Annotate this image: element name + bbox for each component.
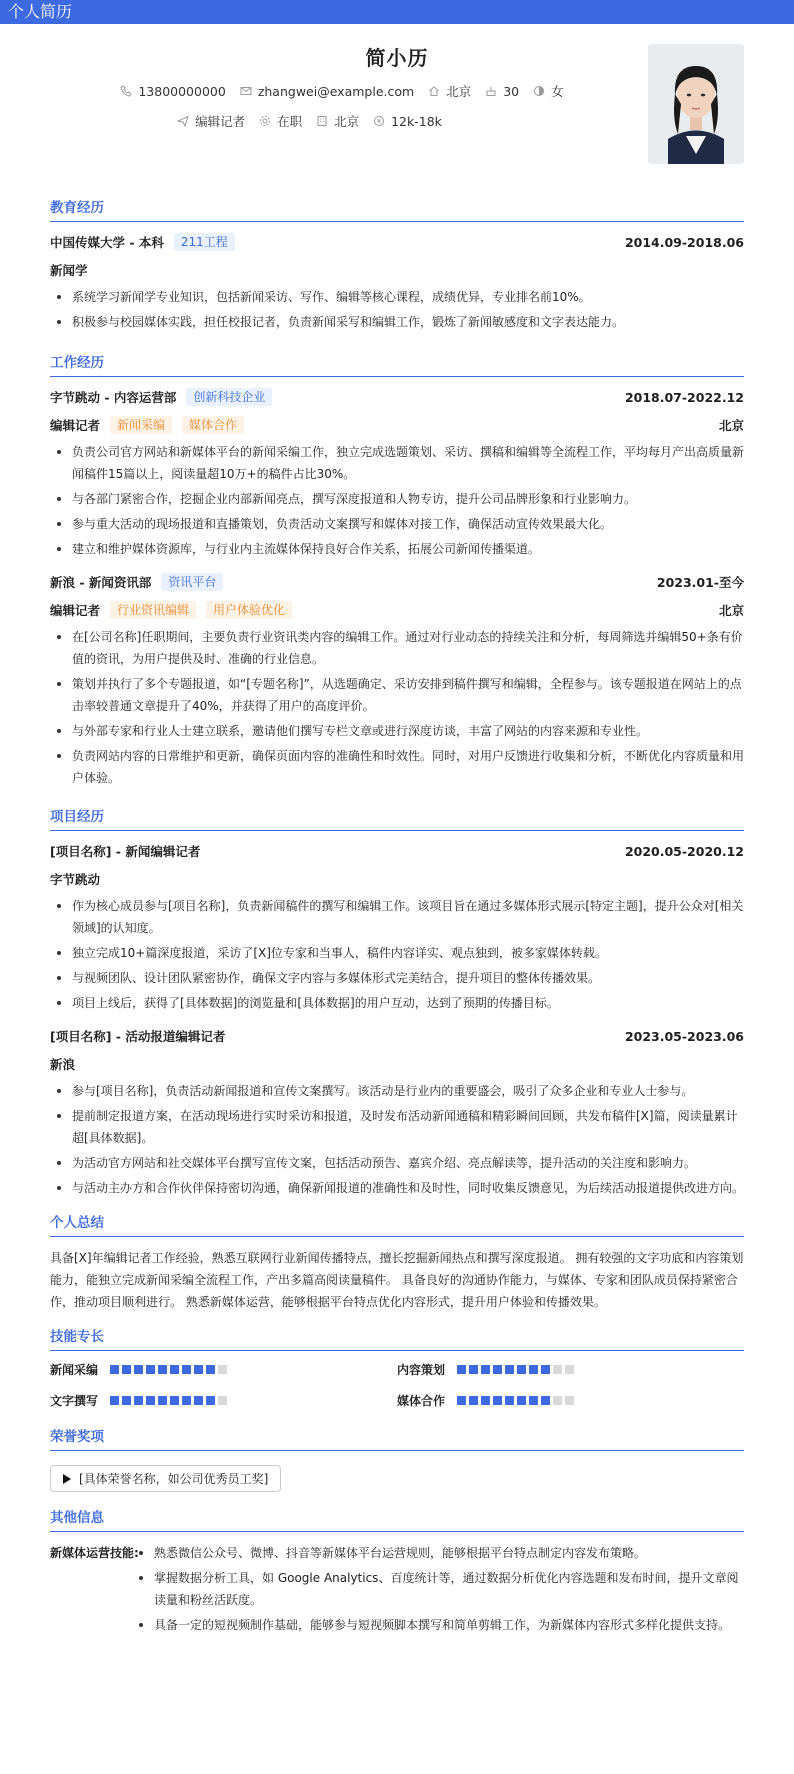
email-text: zhangwei@example.com	[257, 83, 415, 99]
skill-block-filled	[517, 1396, 526, 1405]
skill-block-filled	[457, 1396, 466, 1405]
honor-text: [具体荣誉名称，如公司优秀员工奖]	[79, 1472, 269, 1486]
list-item: 与活动主办方和合作伙伴保持密切沟通，确保新闻报道的准确性和及时性，同时收集反馈意见，为后续活动报道提供改进方向。	[50, 1177, 744, 1199]
skill-block-filled	[493, 1365, 502, 1374]
entry-header	[50, 232, 744, 252]
project-org: 字节跳动	[50, 872, 101, 887]
list-item: 负责网站内容的日常维护和更新，确保页面内容的准确性和时效性。同时，对用户反馈进行收集和分析，不断优化内容质量和用户体验。	[50, 745, 744, 789]
skill-block-filled	[146, 1365, 155, 1374]
list-item: 与视频团队、设计团队紧密协作，确保文字内容与多媒体形式完美结合，提升项目的整体传播效果。	[50, 967, 744, 989]
skill-name: 新闻采编	[50, 1363, 99, 1377]
section-title: 工作经历	[50, 351, 744, 377]
role-tag: 新闻采编	[110, 416, 172, 434]
bullet-list	[50, 1080, 744, 1199]
summary-text: 具备[X]年编辑记者工作经验，熟悉互联网行业新闻传播特点，擅长挖掘新闻热点和撰写深度报道。 拥有较强的文字功底和内容策划能力，能独立完成新闻采编全流程工作，产出多篇高阅读量稿件。 具备良好的沟通协作能力，与媒体、专家和团队成员保持紧密合作，推动项目顺利进行。 熟悉新媒体运营，能够根据平台特点优化内容形式，提升用户体验和传播效果。	[50, 1251, 744, 1309]
skill-block-filled	[158, 1396, 167, 1405]
skill-block-filled	[110, 1365, 119, 1374]
skill-block-filled	[469, 1396, 478, 1405]
position-text: 编辑记者	[195, 114, 246, 129]
education-entry	[50, 232, 744, 333]
send-icon	[177, 115, 189, 127]
list-item: 在[公司名称]任职期间，主要负责行业资讯类内容的编辑工作。通过对行业动态的持续关注和分析，每周筛选并编辑50+条有价值的资讯，为用户提供及时、准确的行业信息。	[50, 626, 744, 670]
bullet-list	[50, 286, 744, 333]
skill-name: 内容策划	[397, 1363, 446, 1377]
company-name: 新浪 - 新闻资讯部	[50, 575, 152, 590]
entry-subheader	[50, 260, 744, 280]
entry-period: 2023.01-至今	[656, 575, 744, 590]
skill-block-filled	[541, 1365, 550, 1374]
skill-block-filled	[481, 1396, 490, 1405]
skill-block-filled	[529, 1396, 538, 1405]
section-title: 技能专长	[50, 1325, 744, 1351]
skill-level-bar	[457, 1396, 574, 1405]
cake-icon	[485, 85, 497, 97]
honors-section	[50, 1425, 744, 1492]
role-name: 编辑记者	[50, 418, 101, 433]
list-item: 积极参与校园媒体实践，担任校报记者，负责新闻采写和编辑工作，锻炼了新闻敏感度和文字表达能力。	[50, 311, 744, 333]
phone-text: 13800000000	[138, 83, 226, 99]
mail-icon	[240, 85, 252, 97]
work-section	[50, 351, 744, 789]
entry-header	[50, 1026, 744, 1046]
project-name: [项目名称] - 活动报道编辑记者	[50, 1029, 226, 1044]
city-text: 北京	[334, 114, 360, 129]
skill-block-filled	[194, 1396, 203, 1405]
skill-block-filled	[541, 1396, 550, 1405]
skill-block-filled	[505, 1365, 514, 1374]
other-section	[50, 1506, 744, 1639]
skill-block-filled	[182, 1365, 191, 1374]
entry-header	[50, 572, 744, 592]
skill-block-filled	[170, 1396, 179, 1405]
building-icon	[316, 115, 328, 127]
major-name: 新闻学	[50, 263, 88, 278]
summary-section	[50, 1211, 744, 1313]
skill-level-bar	[110, 1365, 227, 1374]
entry-period: 2023.05-2023.06	[624, 1028, 744, 1044]
status-text: 在职	[277, 114, 303, 129]
city-info	[316, 112, 359, 130]
list-item: 负责公司官方网站和新媒体平台的新闻采编工作，独立完成选题策划、采访、撰稿和编辑等全流程工作，平均每月产出高质量新闻稿件15篇以上，阅读量超10万+的稿件占比30%。	[50, 441, 744, 485]
skills-section	[50, 1325, 744, 1409]
role-name: 编辑记者	[50, 603, 101, 618]
skill-block-filled	[505, 1396, 514, 1405]
school-tag: 211工程	[174, 233, 235, 251]
education-section	[50, 196, 744, 333]
skill-item	[397, 1392, 744, 1409]
section-title: 荣誉奖项	[50, 1425, 744, 1451]
section-title: 项目经历	[50, 805, 744, 831]
location: 北京	[718, 418, 744, 433]
bullet-list	[50, 441, 744, 560]
list-item: 为活动官方网站和社交媒体平台撰写宣传文案，包括活动预告、嘉宾介绍、亮点解读等，提升活动的关注度和影响力。	[50, 1152, 744, 1174]
hometown-text: 北京	[446, 84, 472, 99]
role-tag: 行业资讯编辑	[110, 601, 196, 619]
skill-block-filled	[110, 1396, 119, 1405]
skill-item	[397, 1361, 744, 1378]
company-tag: 资讯平台	[161, 573, 223, 591]
skill-block-empty	[565, 1396, 574, 1405]
gender-text: 女	[551, 84, 564, 99]
phone-icon	[120, 85, 132, 97]
document-title-bar	[0, 0, 794, 24]
skill-level-bar	[110, 1396, 227, 1405]
section-title: 其他信息	[50, 1506, 744, 1532]
skill-level-bar	[457, 1365, 574, 1374]
money-icon	[373, 115, 385, 127]
list-item: 独立完成10+篇深度报道，采访了[X]位专家和当事人，稿件内容详实、观点独到，被多家媒体转载。	[50, 942, 744, 964]
list-item: 策划并执行了多个专题报道，如“[专题名称]”，从选题确定、采访安排到稿件撰写和编辑，全程参与。该专题报道在网站上的点击率较普通文章提升了40%，并获得了用户的高度评价。	[50, 673, 744, 717]
project-section	[50, 805, 744, 1199]
list-item: 具备一定的短视频制作基础，能够参与短视频脚本撰写和简单剪辑工作，为新媒体内容形式多样化提供支持。	[132, 1614, 744, 1636]
entry-subheader	[50, 869, 744, 889]
skill-block-filled	[481, 1365, 490, 1374]
bullet-list	[132, 1542, 744, 1639]
entry-period: 2014.09-2018.06	[624, 234, 744, 250]
skill-name: 文字撰写	[50, 1394, 99, 1408]
project-entry	[50, 841, 744, 1014]
gender-info	[533, 82, 564, 100]
honor-item[interactable]	[50, 1465, 281, 1492]
section-title: 个人总结	[50, 1211, 744, 1237]
salary-info	[373, 114, 442, 129]
skill-block-filled	[194, 1365, 203, 1374]
project-org: 新浪	[50, 1057, 76, 1072]
skill-item	[50, 1392, 397, 1409]
skill-block-filled	[146, 1396, 155, 1405]
document-title: 个人简历	[8, 2, 73, 21]
list-item: 熟悉微信公众号、微博、抖音等新媒体平台运营规则，能够根据平台特点制定内容发布策略。	[132, 1542, 744, 1564]
profile-name: 简小历	[365, 46, 429, 70]
contact-row	[50, 82, 744, 100]
role-tag: 媒体合作	[182, 416, 244, 434]
school-name: 中国传媒大学 - 本科	[50, 235, 164, 250]
skill-block-filled	[469, 1365, 478, 1374]
entry-header	[50, 841, 744, 861]
entry-period: 2020.05-2020.12	[624, 843, 744, 859]
skill-block-empty	[218, 1365, 227, 1374]
phone-info	[120, 84, 225, 99]
position-info	[177, 112, 245, 130]
skill-block-empty	[565, 1365, 574, 1374]
section-title: 教育经历	[50, 196, 744, 222]
gender-icon	[533, 85, 545, 97]
skill-block-filled	[493, 1396, 502, 1405]
skill-block-filled	[206, 1365, 215, 1374]
skill-block-filled	[170, 1365, 179, 1374]
company-name: 字节跳动 - 内容运营部	[50, 390, 177, 405]
location: 北京	[718, 603, 744, 618]
job-intent-row	[50, 112, 744, 130]
list-item: 系统学习新闻学专业知识，包括新闻采访、写作、编辑等核心课程，成绩优异，专业排名前10%。	[50, 286, 744, 308]
skill-block-filled	[122, 1396, 131, 1405]
list-item: 提前制定报道方案，在活动现场进行实时采访和报道，及时发布活动新闻通稿和精彩瞬间回顾，共发布稿件[X]篇，阅读量累计超[具体数据]。	[50, 1105, 744, 1149]
home-icon	[428, 85, 440, 97]
bullet-list	[50, 895, 744, 1014]
profile-photo	[648, 44, 744, 164]
gear-icon	[259, 115, 271, 127]
entry-header	[50, 387, 744, 407]
work-entry	[50, 387, 744, 560]
status-info	[259, 112, 302, 130]
play-triangle-icon	[63, 1474, 71, 1484]
list-item: 作为核心成员参与[项目名称]，负责新闻稿件的撰写和编辑工作。该项目旨在通过多媒体形式展示[特定主题]，提升公众对[相关领域]的认知度。	[50, 895, 744, 939]
skill-block-filled	[134, 1365, 143, 1374]
entry-subheader	[50, 1054, 744, 1074]
age-info	[485, 84, 519, 99]
list-item: 参与[项目名称]，负责活动新闻报道和宣传文案撰写。该活动是行业内的重要盛会，吸引了众多企业和专业人士参与。	[50, 1080, 744, 1102]
list-item: 与外部专家和行业人士建立联系，邀请他们撰写专栏文章或进行深度访谈，丰富了网站的内容来源和专业性。	[50, 720, 744, 742]
bullet-list	[50, 626, 744, 789]
list-item: 掌握数据分析工具，如 Google Analytics、百度统计等，通过数据分析优化内容选题和发布时间，提升文章阅读量和粉丝活跃度。	[132, 1567, 744, 1611]
skill-block-empty	[553, 1365, 562, 1374]
skill-item	[50, 1361, 397, 1378]
skill-block-filled	[517, 1365, 526, 1374]
entry-subheader	[50, 600, 744, 620]
other-info-row	[50, 1542, 744, 1639]
skill-block-filled	[529, 1365, 538, 1374]
list-item: 项目上线后，获得了[具体数据]的浏览量和[具体数据]的用户互动，达到了预期的传播目标。	[50, 992, 744, 1014]
age-text: 30	[503, 83, 520, 99]
skill-block-filled	[122, 1365, 131, 1374]
skill-block-empty	[553, 1396, 562, 1405]
skill-name: 媒体合作	[397, 1394, 446, 1408]
work-entry	[50, 572, 744, 789]
list-item: 参与重大活动的现场报道和直播策划，负责活动文案撰写和媒体对接工作，确保活动宣传效果最大化。	[50, 513, 744, 535]
resume-page	[0, 24, 794, 1639]
skill-block-filled	[457, 1365, 466, 1374]
project-entry	[50, 1026, 744, 1199]
company-tag: 创新科技企业	[186, 388, 272, 406]
hometown-info	[428, 82, 471, 100]
salary-text: 12k-18k	[391, 113, 442, 129]
skill-block-filled	[182, 1396, 191, 1405]
entry-period: 2018.07-2022.12	[624, 389, 744, 405]
skill-block-filled	[206, 1396, 215, 1405]
list-item: 与各部门紧密合作，挖掘企业内部新闻亮点，撰写深度报道和人物专访，提升公司品牌形象和行业影响力。	[50, 488, 744, 510]
email-info	[240, 84, 414, 99]
skill-block-filled	[158, 1365, 167, 1374]
other-label: 新媒体运营技能:	[50, 1546, 139, 1560]
list-item: 建立和维护媒体资源库，与行业内主流媒体保持良好合作关系，拓展公司新闻传播渠道。	[50, 538, 744, 560]
skill-block-filled	[134, 1396, 143, 1405]
profile-header	[50, 24, 744, 182]
skill-block-empty	[218, 1396, 227, 1405]
project-name: [项目名称] - 新闻编辑记者	[50, 844, 201, 859]
entry-subheader	[50, 415, 744, 435]
skills-grid	[50, 1361, 744, 1409]
role-tag: 用户体验优化	[206, 601, 292, 619]
